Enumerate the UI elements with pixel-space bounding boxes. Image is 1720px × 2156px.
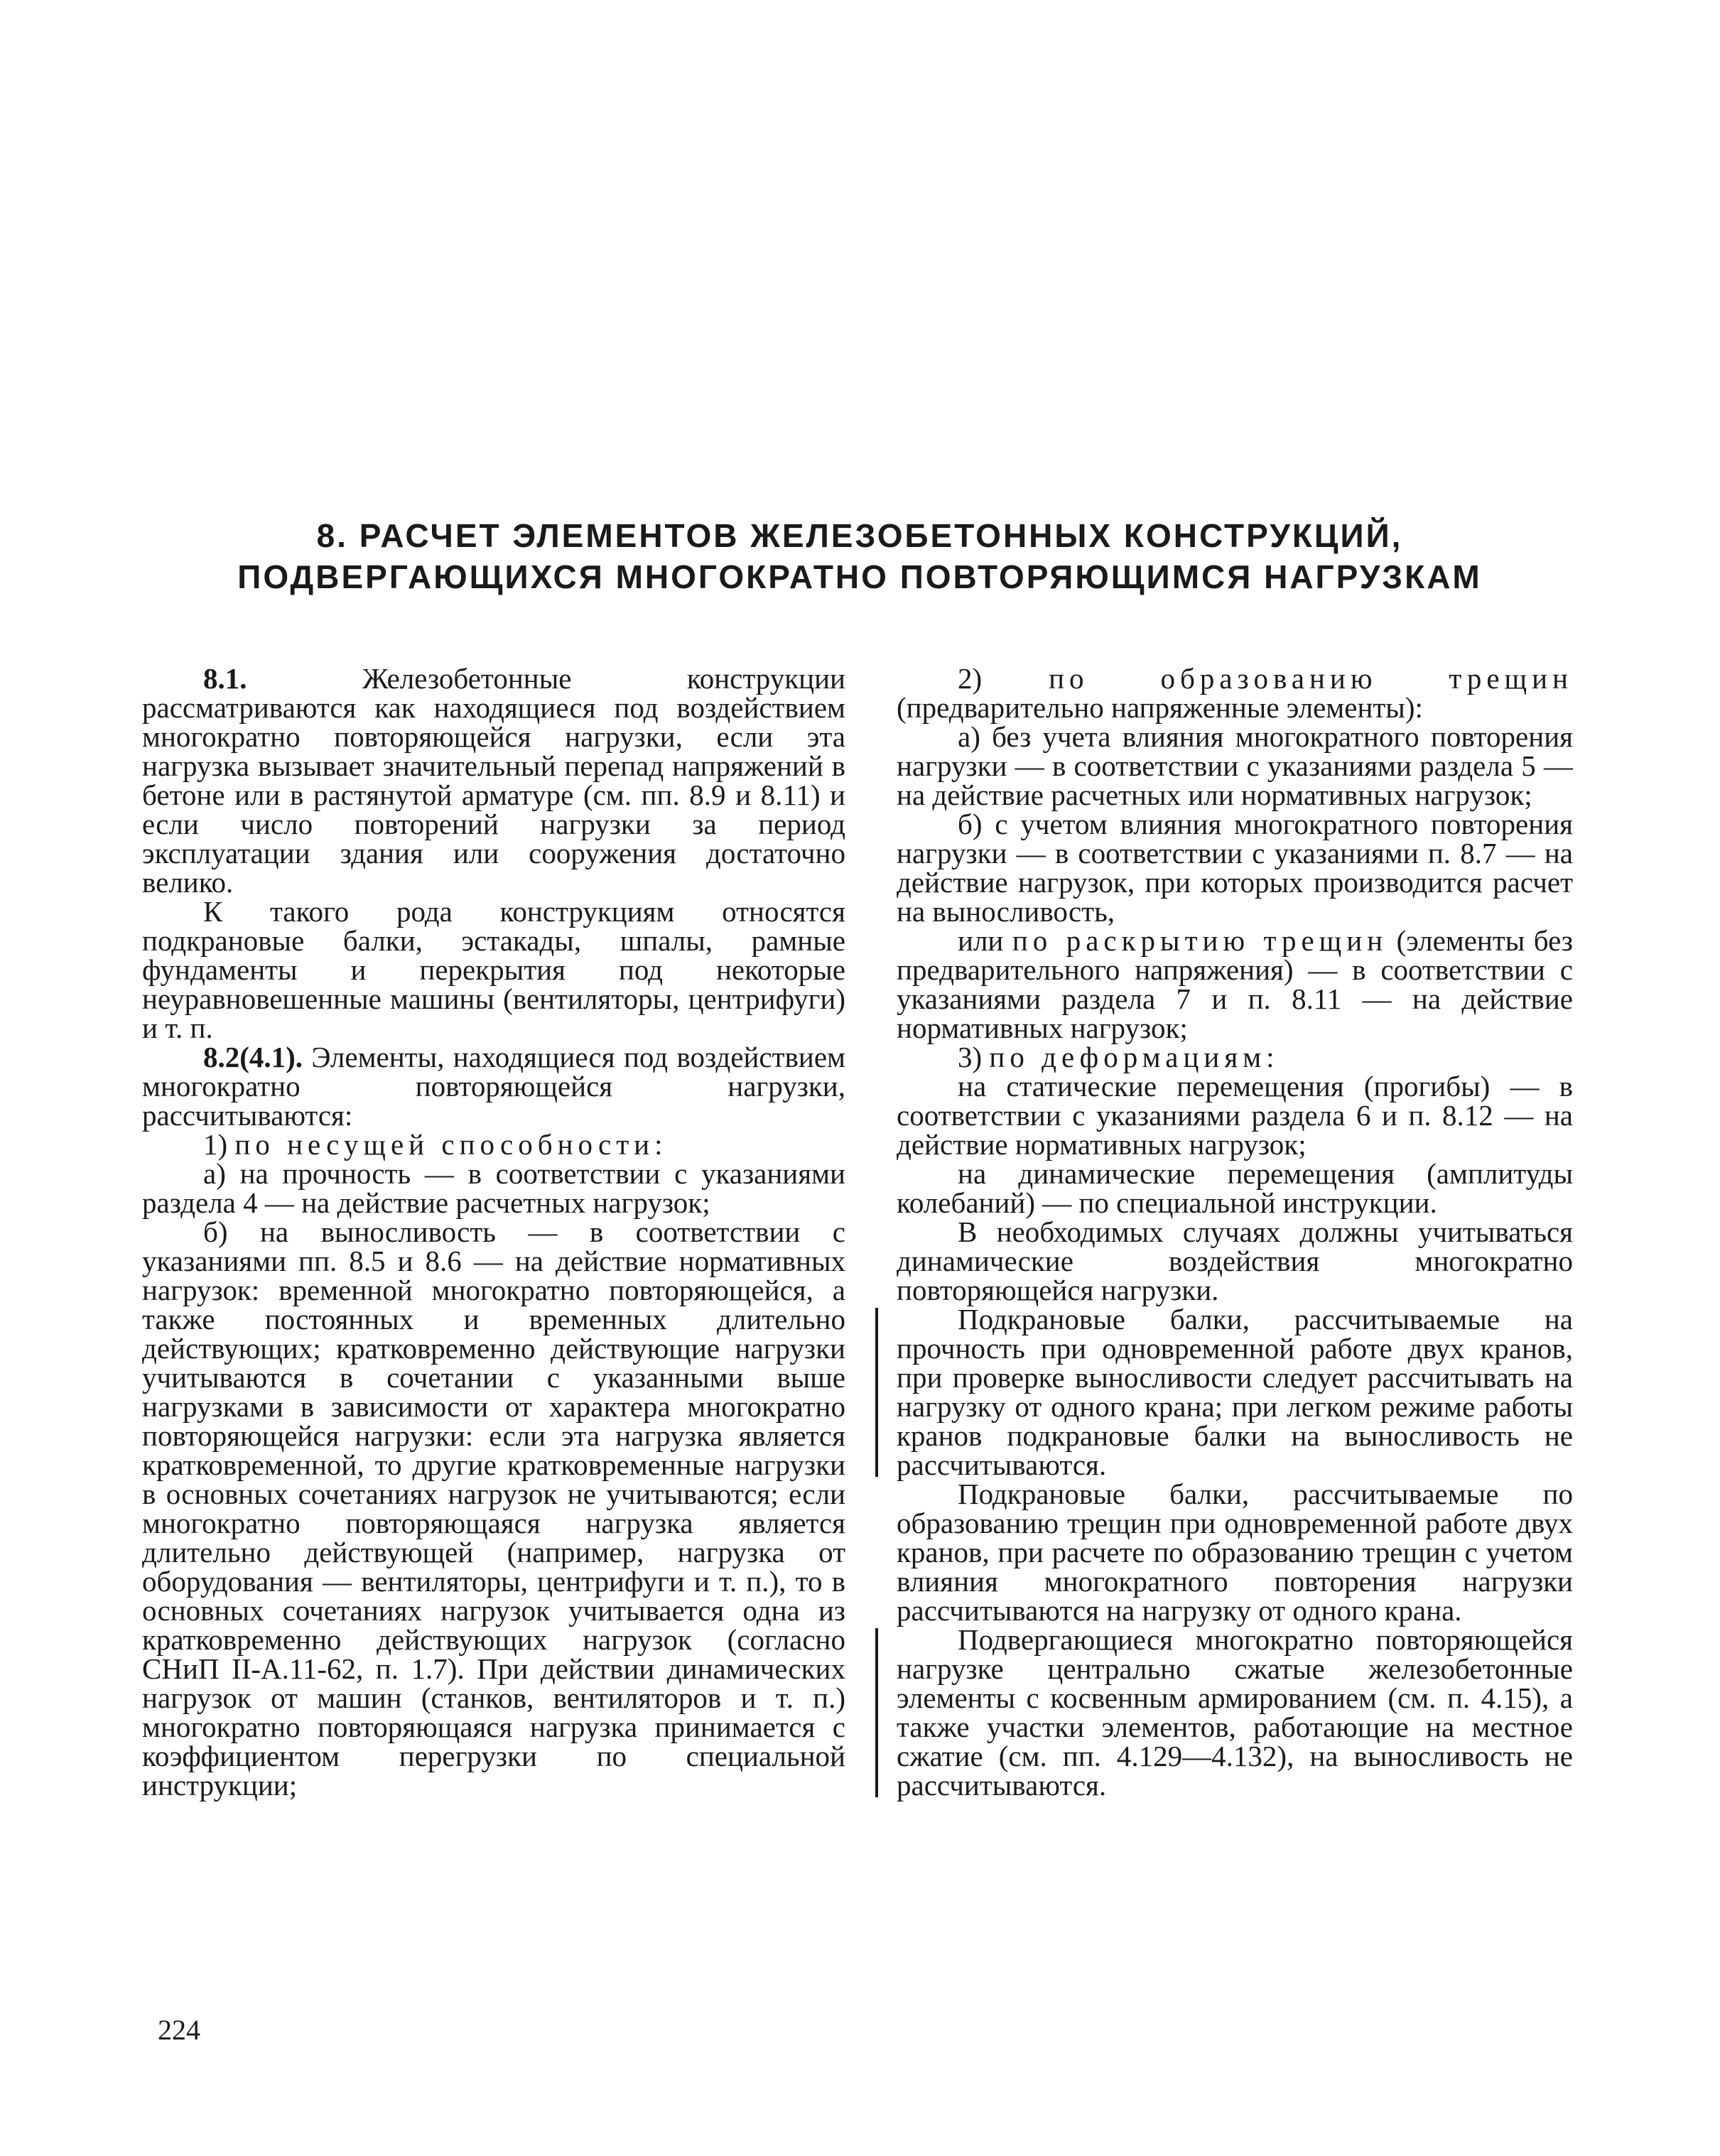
list-suffix: : [654,1128,663,1161]
paragraph-text: Железобетонные конструкции рассматриваются как находящиеся под воздействием многократно повторяющейся нагрузки, если эта нагрузка вызывает значительный перепад напряжений в бетоне или в растянутой арматуре (см. пп. 8.9 и 8.11) и если число повторений нагрузки за период эксплуатации здания или сооружения достаточно велико. [142,662,845,899]
list-marker: или [958,924,1012,957]
list-suffix: (предварительно напряженные элементы): [897,691,1423,724]
list-marker: 2) [958,662,1049,695]
paragraph-8-1 [142,664,845,897]
list-item [897,664,1573,722]
left-column [142,664,845,1800]
page-number: 224 [158,2014,200,2046]
list-item: а) на прочность — в соответствии с указаниями раздела 4 — на действие расчетных нагрузок; [142,1157,845,1219]
paragraph: К такого рода конструкциям относятся подкрановые балки, эстакады, шпалы, рамные фундаменты и перекрытия под некоторые неуравновешенные машины (вентиляторы, центрифуги) и т. п. [142,895,845,1044]
list-item: б) на выносливость — в соответствии с указаниями пп. 8.5 и 8.6 — на действие нормативных нагрузок: временной многократно повторяющейся, а также постоянных и временных длительно действующих; кратковременно действующие нагрузки учитываются в сочетании с указанными выше нагрузками в зависимости от характера многократно повторяющейся нагрузки: если эта нагрузка является кратковременной, то другие кратковременные нагрузки в основных сочетаниях нагрузок не учитываются; если многократно повторяющаяся нагрузка является длительно действующей (например, нагрузка от оборудования — вентиляторы, центрифуги и т. п.), то в основных сочетаниях нагрузок учитывается одна из кратковременно действующих нагрузок (согласно СНиП II-А.11-62, п. 1.7). При действии динамических нагрузок от машин (станков, вентиляторов и т. п.) многократно повторяющаяся нагрузка принимается с коэффициентом перегрузки по специальной инструкции; [142,1215,845,1802]
right-column [897,664,1573,1800]
spaced-term: по несущей способности [234,1128,655,1161]
paragraph-8-2 [142,1043,845,1130]
list-item: на динамические перемещения (амплитуды колебаний) — по специальной инструкции. [897,1157,1573,1219]
list-item: на статические перемещения (прогибы) — в соответствии с указаниями раздела 6 и п. 8.12 — на действие нормативных нагрузок; [897,1070,1573,1161]
list-suffix: : [1266,1041,1275,1073]
list-suffix: (элементы без предварительного напряжения) — в соответствии с указаниями раздела 7 и п. 8.11 — на действие нормативных нагрузок; [897,924,1573,1044]
paragraph: В необходимых случаях должны учитываться динамические воздействия многократно повторяющейся нагрузки. [897,1215,1573,1306]
list-item [142,1130,845,1159]
list-marker: 1) [203,1128,235,1161]
spaced-term: по раскрытию трещин [1012,924,1388,957]
list-item [897,1043,1573,1072]
clause-number: 8.2(4.1). [203,1041,303,1073]
heading-line-2: ПОДВЕРГАЮЩИХСЯ МНОГОКРАТНО ПОВТОРЯЮЩИМСЯ НАГРУЗКАМ [237,558,1482,595]
section-heading [185,515,1535,597]
list-item [897,926,1573,1043]
list-item: а) без учета влияния многократного повторения нагрузки — в соответствии с указаниями раздела 5 — на действие расчетных или нормативных нагрузок; [897,720,1573,811]
heading-line-1: 8. РАСЧЕТ ЭЛЕМЕНТОВ ЖЕЛЕЗОБЕТОННЫХ КОНСТРУКЦИЙ, [316,517,1403,554]
paragraph: Подкрановые балки, рассчитываемые по образованию трещин при одновременной работе двух кранов, при расчете по образованию трещин с учетом влияния многократного повторения нагрузки рассчитываются на нагрузку от одного крана. [897,1478,1573,1627]
spaced-term: по образованию трещин [1049,662,1574,695]
paragraph-text: Элементы, находящиеся под воздействием многократно повторяющейся нагрузки, рассчитываются: [142,1041,845,1132]
paragraph-marked: Подвергающиеся многократно повторяющейся нагрузке центрально сжатые железобетонные элементы с косвенным армированием (см. п. 4.15), а также участки элементов, работающие на местное сжатие (см. пп. 4.129—4.132), на выносливость не рассчитываются. [897,1623,1573,1802]
paragraph-marked: Подкрановые балки, рассчитываемые на прочность при одновременной работе двух кранов, при проверке выносливости следует рассчитывать на нагрузку от одного крана; при легком режиме работы кранов подкрановые балки на выносливость не рассчитываются. [897,1303,1573,1481]
spaced-term: по деформациям [989,1041,1267,1073]
list-marker: 3) [958,1041,990,1073]
clause-number: 8.1. [203,662,247,695]
list-item: б) с учетом влияния многократного повторения нагрузки — в соответствии с указаниями п. 8.7 — на действие нагрузок, при которых производится расчет на выносливость, [897,808,1573,928]
